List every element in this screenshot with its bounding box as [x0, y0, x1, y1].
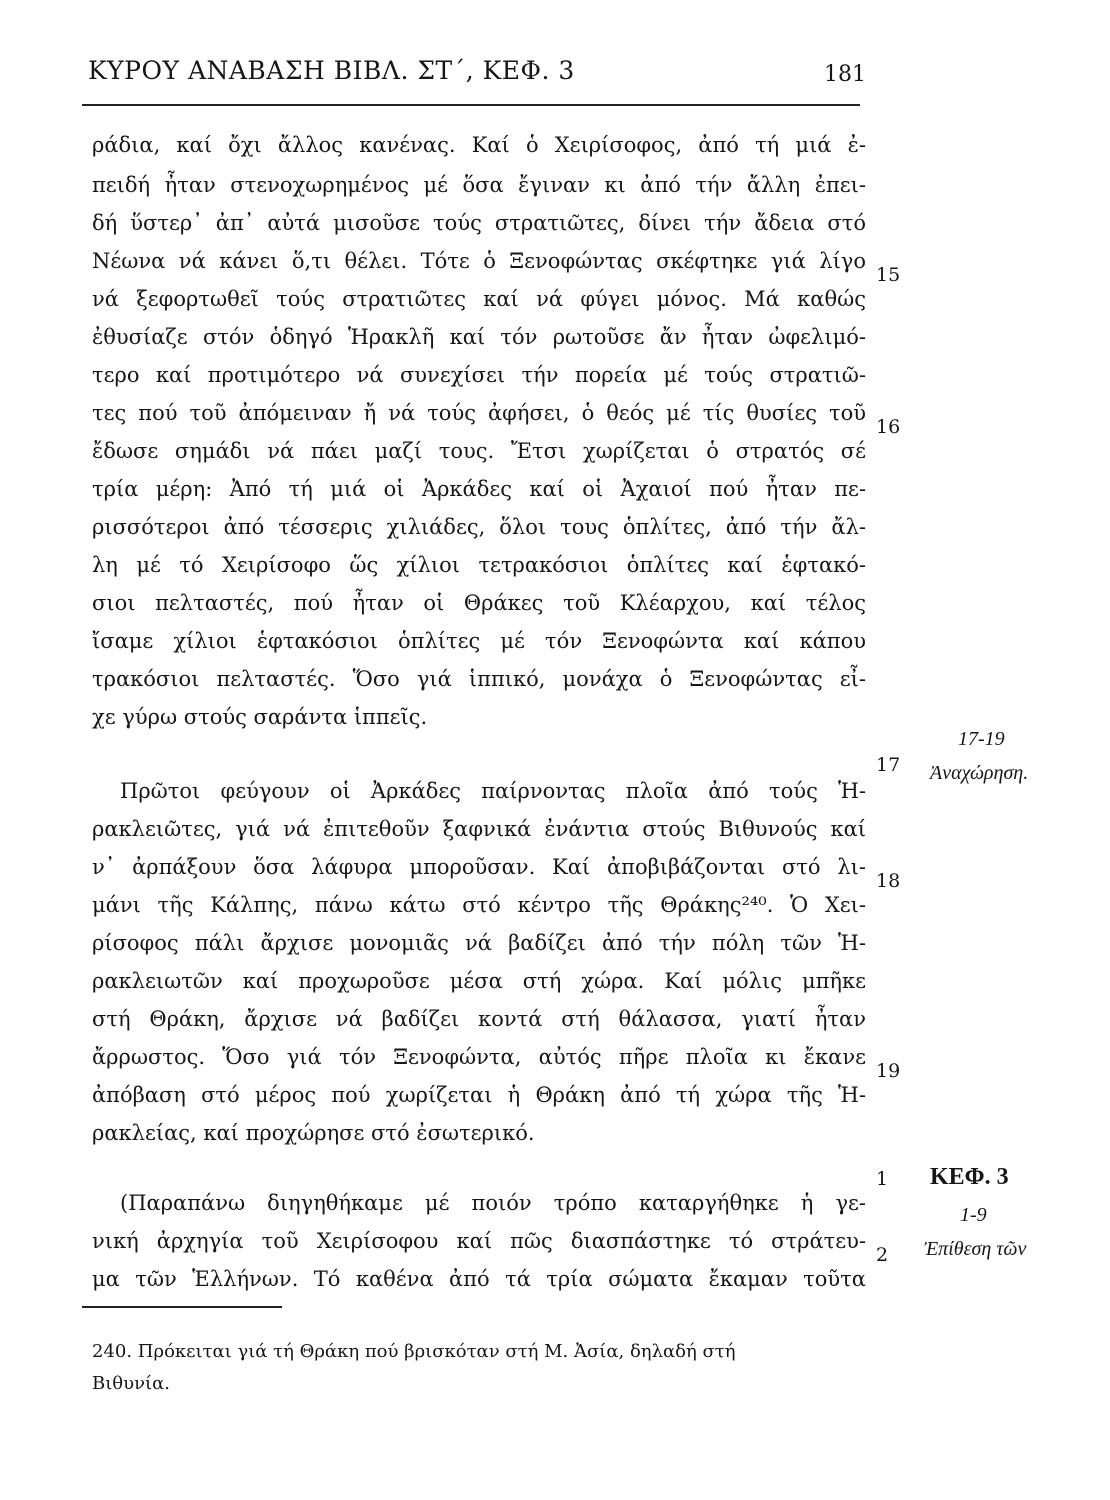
- text-line: νά ξεφορτωθεῖ τούς στρατιῶτες καί νά φύγει μόνος. Μά καθώς: [92, 287, 866, 311]
- text-line: στή Θράκη, ἄρχισε νά βαδίζει κοντά στή θάλασσα, γιατί ἦταν: [92, 1007, 866, 1031]
- footnote: Βιθυνία.: [92, 1373, 170, 1394]
- side-note-range: 17-19: [958, 728, 1005, 750]
- text-line: ἄρρωστος. Ὅσο γιά τόν Ξενοφώντα, αὐτός πῆρε πλοῖα κι ἔκανε: [92, 1045, 866, 1069]
- text-line: ἴσαμε χίλιοι ἑφτακόσιοι ὁπλίτες μέ τόν Ξενοφώντα καί κάπου: [92, 629, 866, 653]
- text-line: Πρῶτοι φεύγουν οἱ Ἀρκάδες παίρνοντας πλοῖα ἀπό τούς Ἡ-: [120, 779, 866, 803]
- text-line: (Παραπάνω διηγηθήκαμε μέ ποιόν τρόπο καταργήθηκε ἡ γε-: [120, 1191, 866, 1215]
- text-line: ράδια, καί ὄχι ἄλλος κανένας. Καί ὁ Χειρίσοφος, ἀπό τή μιά ἐ-: [92, 133, 866, 157]
- text-line: ἀπόβαση στό μέρος πού χωρίζεται ἡ Θράκη ἀπό τή χώρα τῆς Ἡ-: [92, 1083, 866, 1107]
- footnote: 240. Πρόκειται γιά τή Θράκη πού βρισκόταν στή Μ. Ἀσία, δηλαδή στή: [92, 1341, 736, 1362]
- section-number: 19: [876, 1060, 901, 1082]
- footnote-rule: [82, 1306, 282, 1308]
- side-note-title: Ἐπίθεση τῶν: [924, 1238, 1027, 1260]
- section-number: 17: [876, 754, 901, 776]
- chapter-heading: ΚΕΦ. 3: [930, 1164, 1009, 1190]
- text-line: τρία μέρη: Ἀπό τή μιά οἱ Ἀρκάδες καί οἱ Ἀχαιοί πού ἦταν πε-: [92, 477, 866, 501]
- page-header: [88, 50, 866, 98]
- text-line: σιοι πελταστές, πού ἦταν οἱ Θράκες τοῦ Κλέαρχου, καί τέλος: [92, 591, 866, 615]
- running-head: ΚΥΡΟΥ ΑΝΑΒΑΣΗ ΒΙΒΛ. ΣΤ΄, ΚΕΦ. 3: [88, 56, 575, 85]
- text-line: ρισσότεροι ἀπό τέσσερις χιλιάδες, ὅλοι τους ὁπλίτες, ἀπό τήν ἄλ-: [92, 515, 866, 539]
- text-line: τες πού τοῦ ἀπόμειναν ἤ νά τούς ἀφήσει, ὁ θεός μέ τίς θυσίες τοῦ: [92, 401, 866, 425]
- side-note-title: Ἀναχώρηση.: [930, 762, 1029, 784]
- text-line: τερο καί προτιμότερο νά συνεχίσει τήν πορεία μέ τούς στρατιῶ-: [92, 363, 866, 387]
- text-line: νική ἀρχηγία τοῦ Χειρίσοφου καί πῶς διασπάστηκε τό στράτευ-: [92, 1229, 866, 1253]
- section-number: 2: [876, 1244, 889, 1266]
- text-line: ν᾿ ἀρπάξουν ὅσα λάφυρα μποροῦσαν. Καί ἀποβιβάζονται στό λι-: [92, 855, 866, 879]
- section-number: 18: [876, 870, 901, 892]
- section-number: 15: [876, 264, 901, 286]
- text-line: λη μέ τό Χειρίσοφο ὥς χίλιοι τετρακόσιοι ὁπλίτες καί ἑφτακό-: [92, 553, 866, 577]
- text-line: μα τῶν Ἑλλήνων. Τό καθένα ἀπό τά τρία σώματα ἔκαμαν τοῦτα: [92, 1267, 866, 1291]
- text-line: χε γύρω στούς σαράντα ἱππεῖς.: [92, 705, 428, 729]
- text-line: ἐθυσίαζε στόν ὁδηγό Ἡρακλῆ καί τόν ρωτοῦσε ἄν ἦταν ὠφελιμό-: [92, 325, 866, 349]
- text-line: ρακλειωτῶν καί προχωροῦσε μέσα στή χώρα. Καί μόλις μπῆκε: [92, 969, 866, 993]
- text-line: ρίσοφος πάλι ἄρχισε μονομιᾶς νά βαδίζει ἀπό τήν πόλη τῶν Ἡ-: [92, 931, 866, 955]
- page-number: 181: [824, 62, 866, 87]
- text-line: μάνι τῆς Κάλπης, πάνω κάτω στό κέντρο τῆς Θράκης²⁴⁰. Ὁ Χει-: [92, 893, 866, 917]
- text-line: ρακλειῶτες, γιά νά ἐπιτεθοῦν ξαφνικά ἐνάντια στούς Βιθυνούς καί: [92, 817, 866, 841]
- section-number: 1: [876, 1168, 889, 1190]
- text-line: ρακλείας, καί προχώρησε στό ἐσωτερικό.: [92, 1121, 535, 1145]
- text-line: δή ὕστερ᾿ ἀπ᾿ αὐτά μισοῦσε τούς στρατιῶτες, δίνει τήν ἄδεια στό: [92, 211, 866, 235]
- text-line: πειδή ἦταν στενοχωρημένος μέ ὅσα ἔγιναν κι ἀπό τήν ἄλλη ἐπει-: [92, 173, 866, 197]
- section-number: 16: [876, 416, 901, 438]
- text-line: τρακόσιοι πελταστές. Ὅσο γιά ἱππικό, μονάχα ὁ Ξενοφώντας εἶ-: [92, 667, 866, 691]
- text-line: ἔδωσε σημάδι νά πάει μαζί τους. Ἔτσι χωρίζεται ὁ στρατός σέ: [92, 439, 866, 463]
- header-rule: [82, 104, 860, 106]
- text-line: Νέωνα νά κάνει ὅ,τι θέλει. Τότε ὁ Ξενοφώντας σκέφτηκε γιά λίγο: [92, 249, 866, 273]
- side-note-range: 1-9: [960, 1204, 987, 1226]
